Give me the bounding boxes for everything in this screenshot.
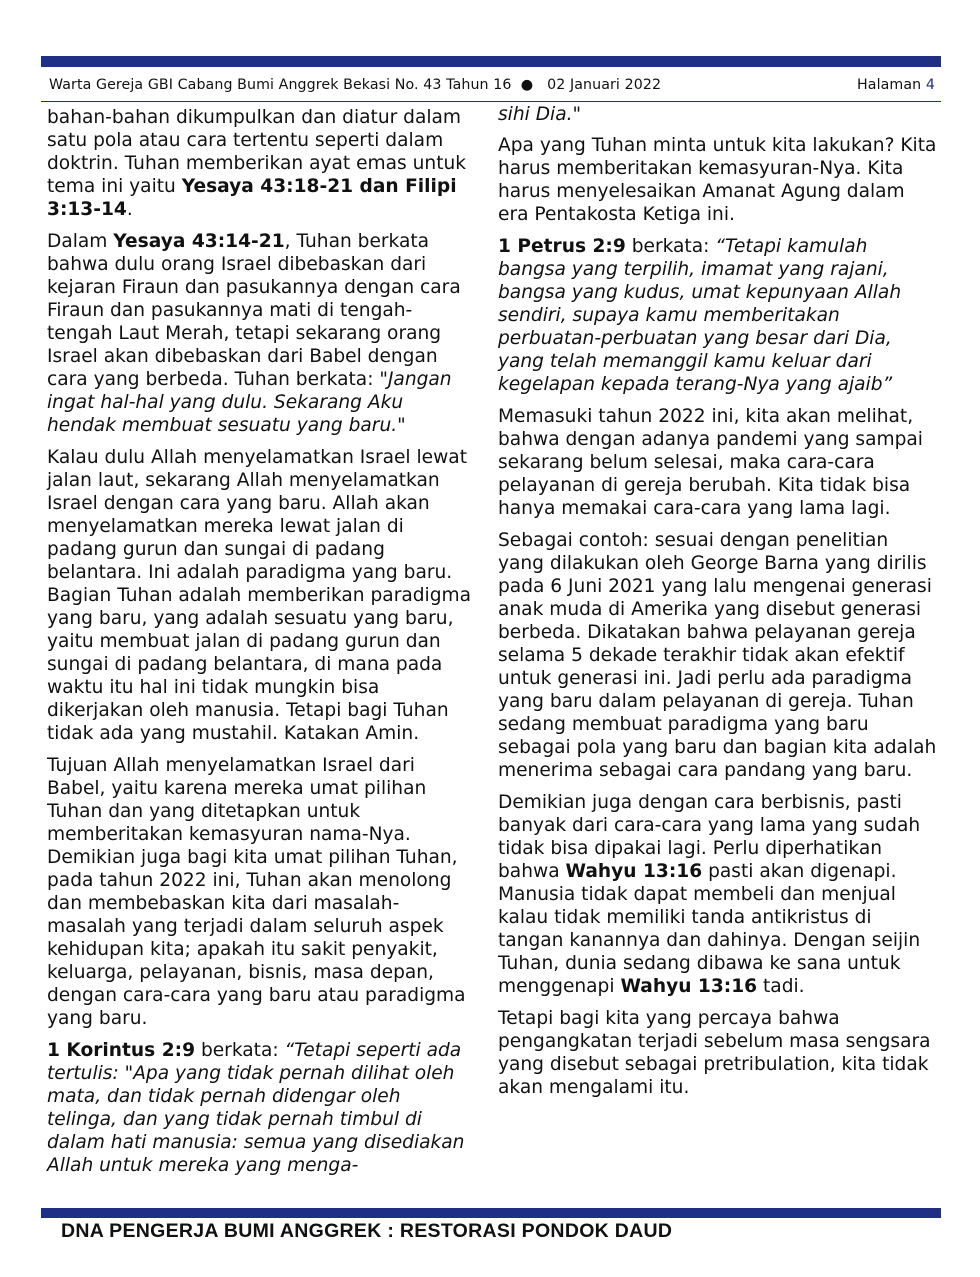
paragraph: Memasuki tahun 2022 ini, kita akan melihat, bahwa dengan adanya pandemi yang sampai sekarang belum selesai, maka cara-cara pelayanan di gereja berubah. Kita tidak bisa hanya memakai cara-cara yang lama lagi. — [498, 406, 923, 519]
page-indicator — [857, 77, 935, 93]
bottom-rule — [41, 1208, 941, 1218]
paragraph-text: pasti akan digenapi. Manusia tidak dapat membeli dan menjual kalau tidak memiliki tanda antikristus di tangan kanannya dan dahinya. Dengan seijin Tuhan, dunia sedang dibawa ke sana untuk menggenapi — [498, 861, 921, 997]
paragraph — [498, 791, 938, 998]
page-header — [41, 75, 941, 99]
paragraph-text: . — [126, 199, 133, 220]
header-divider — [41, 101, 941, 102]
paragraph — [47, 230, 472, 437]
quote-continuation: sihi Dia." — [498, 104, 582, 125]
paragraph: Kalau dulu Allah menyelamatkan Israel lewat jalan laut, sekarang Allah menyelamatkan Israel dengan cara yang baru. Allah akan menyelamatkan mereka lewat jalan di padang gurun dan sungai di padang belantara. Ini adalah paradigma yang baru. Bagian Tuhan adalah memberikan paradigma yang baru, yang adalah sesuatu yang baru, yaitu membuat jalan di padang gurun dan sungai di padang belantara, di mana pada waktu itu hal ini tidak mungkin bisa dikerjakan oleh manusia. Tetapi bagi Tuhan tidak ada yang mustahil. Katakan Amin. — [47, 447, 472, 744]
page-label: Halaman — [857, 77, 922, 93]
scripture-reference: Wahyu 13:16 — [565, 861, 703, 882]
scripture-quote: “Tetapi kamulah bangsa yang terpilih, imamat yang rajani, bangsa yang kudus, umat kepunyaan Allah sendiri, supaya kamu memberitakan perbuatan-perbuatan yang besar dari Dia, yang telah memanggil kamu keluar dari kegelapan kepada terang-Nya yang ajaib” — [498, 236, 902, 395]
page-number: 4 — [925, 77, 935, 93]
paragraph-text: tadi. — [757, 976, 805, 997]
scripture-reference: 1 Petrus 2:9 — [498, 236, 626, 257]
header-bullet: ● — [520, 77, 534, 93]
publication-title: Warta Gereja GBI Cabang Bumi Anggrek Bekasi No. 43 — [49, 77, 442, 93]
paragraph-text: , Tuhan berkata bahwa dulu orang Israel dibebaskan dari kejaran Firaun dan pasukannya dengan cara Firaun dan pasukannya mati di tengah-tengah Laut Merah, tetapi sekarang orang Israel akan dibebaskan dari Babel dengan cara yang berbeda. Tuhan berkata: — [47, 231, 461, 390]
footer-title: DNA PENGERJA BUMI ANGGREK : RESTORASI PONDOK DAUD — [61, 1220, 673, 1242]
paragraph: Tetapi bagi kita yang percaya bahwa pengangkatan terjadi sebelum masa sengsara yang disebut sebagai pretribulation, kita tidak akan mengalami itu. — [498, 1008, 931, 1098]
scripture-reference: Yesaya 43:14-21 — [113, 231, 285, 252]
scripture-reference: 1 Korintus 2:9 — [47, 1040, 196, 1061]
paragraph: Tujuan Allah menyelamatkan Israel dari Babel, yaitu karena mereka umat pilihan Tuhan dan yang ditetapkan untuk memberitakan kemasyuran nama-Nya. Demikian juga bagi kita umat pilihan Tuhan, pada tahun 2022 ini, Tuhan akan menolong dan membebaskan kita dari masalah-masalah yang terjadi dalam seluruh aspek kehidupan kita; apakah itu sakit penyakit, keluarga, pelayanan, bisnis, masa depan, dengan cara-cara yang baru atau paradigma yang baru. — [47, 755, 466, 1029]
paragraph — [47, 1039, 472, 1177]
paragraph-text: Demikian juga dengan cara berbisnis, pasti banyak dari cara-cara yang lama yang sudah tidak bisa dipakai lagi. Perlu diperhatikan bahwa — [498, 792, 921, 882]
paragraph-text: berkata: — [195, 1040, 285, 1061]
scripture-quote: "Jangan ingat hal-hal yang dulu. Sekarang Aku hendak membuat sesuatu yang baru." — [47, 369, 452, 436]
paragraph: Sebagai contoh: sesuai dengan penelitian yang dilakukan oleh George Barna yang dirilis pada 6 Juni 2021 yang lalu mengenai generasi anak muda di Amerika yang disebut generasi berbeda. Dikatakan bahwa pelayanan gereja selama 5 dekade terakhir tidak akan efektif untuk generasi ini. Jadi perlu ada paradigma yang baru dalam pelayanan di gereja. Tuhan sedang membuat paradigma yang baru sebagai pola yang baru dan bagian kita adalah menerima sebagai cara pandang yang baru. — [498, 530, 937, 781]
paragraph-text: Dalam — [47, 231, 114, 252]
scripture-reference: Wahyu 13:16 — [620, 976, 758, 997]
paragraph-text: bahan-bahan dikumpulkan dan diatur dalam satu pola atau cara tertentu seperti dalam doktrin. Tuhan memberikan ayat emas untuk tema ini yaitu — [47, 107, 467, 197]
paragraph-text: berkata: — [625, 236, 716, 257]
top-rule — [41, 56, 941, 67]
left-column — [47, 106, 472, 1186]
header-info — [49, 77, 661, 93]
scripture-quote: “Tetapi seperti ada tertulis: "Apa yang tidak pernah dilihat oleh mata, dan tidak pernah didengar oleh telinga, dan yang tidak pernah timbul di dalam hati manusia: semua yang disediakan Allah untuk mereka yang menga- — [47, 1040, 465, 1176]
paragraph: Apa yang Tuhan minta untuk kita lakukan? Kita harus memberitakan kemasyuran-Nya. Kita harus menyelesaikan Amanat Agung dalam era Pentakosta Ketiga ini. — [498, 135, 937, 225]
scripture-reference: Yesaya 43:18-21 dan Filipi 3:13-14 — [47, 176, 457, 220]
right-column — [498, 106, 938, 1108]
publication-year: Tahun 16 — [446, 77, 512, 93]
publication-date: 02 Januari 2022 — [547, 77, 662, 93]
paragraph — [47, 106, 472, 221]
paragraph — [498, 235, 938, 396]
